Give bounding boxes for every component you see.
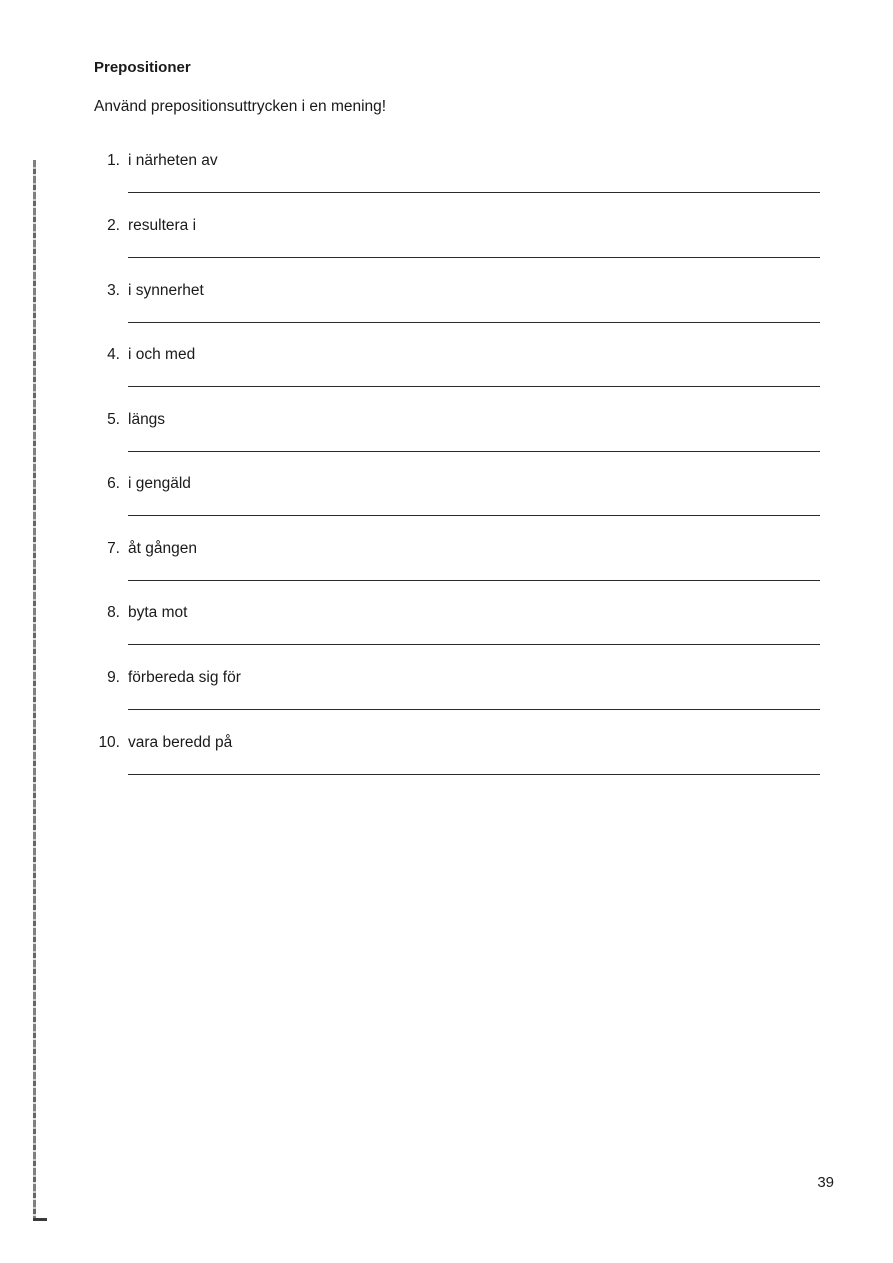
page-number: 39 (817, 1174, 834, 1191)
item-number: 1. (107, 152, 120, 169)
exercise-item (0, 217, 893, 281)
answer-line[interactable] (128, 257, 820, 258)
answer-line[interactable] (128, 192, 820, 193)
binding-edge-foot (33, 1218, 47, 1221)
answer-line[interactable] (128, 709, 820, 710)
item-phrase: i närheten av (128, 152, 218, 169)
item-number: 4. (107, 346, 120, 363)
item-phrase: förbereda sig för (128, 669, 241, 686)
answer-line[interactable] (128, 451, 820, 452)
exercise-item (0, 152, 893, 216)
item-number: 10. (98, 734, 120, 751)
page-heading: Prepositioner (94, 59, 191, 76)
exercise-item (0, 669, 893, 733)
item-phrase: byta mot (128, 604, 188, 621)
answer-line[interactable] (128, 580, 820, 581)
answer-line[interactable] (128, 322, 820, 323)
exercise-item (0, 475, 893, 539)
item-phrase: resultera i (128, 217, 197, 234)
item-number: 3. (107, 282, 120, 299)
exercise-item (0, 282, 893, 346)
exercise-instruction: Använd prepositionsuttrycken i en mening! (94, 98, 387, 115)
exercise-item (0, 411, 893, 475)
exercise-item (0, 604, 893, 668)
exercise-item (0, 734, 893, 798)
exercise-item (0, 540, 893, 604)
answer-line[interactable] (128, 644, 820, 645)
exercise-item (0, 346, 893, 410)
item-phrase: åt gången (128, 540, 197, 557)
item-phrase: i och med (128, 346, 196, 363)
item-number: 8. (107, 604, 120, 621)
item-phrase: i gengäld (128, 475, 191, 492)
item-number: 9. (107, 669, 120, 686)
item-phrase: längs (128, 411, 166, 428)
item-number: 6. (107, 475, 120, 492)
item-number: 5. (107, 411, 120, 428)
answer-line[interactable] (128, 774, 820, 775)
item-phrase: i synnerhet (128, 282, 204, 299)
item-number: 7. (107, 540, 120, 557)
item-phrase: vara beredd på (128, 734, 233, 751)
answer-line[interactable] (128, 386, 820, 387)
answer-line[interactable] (128, 515, 820, 516)
item-number: 2. (107, 217, 120, 234)
